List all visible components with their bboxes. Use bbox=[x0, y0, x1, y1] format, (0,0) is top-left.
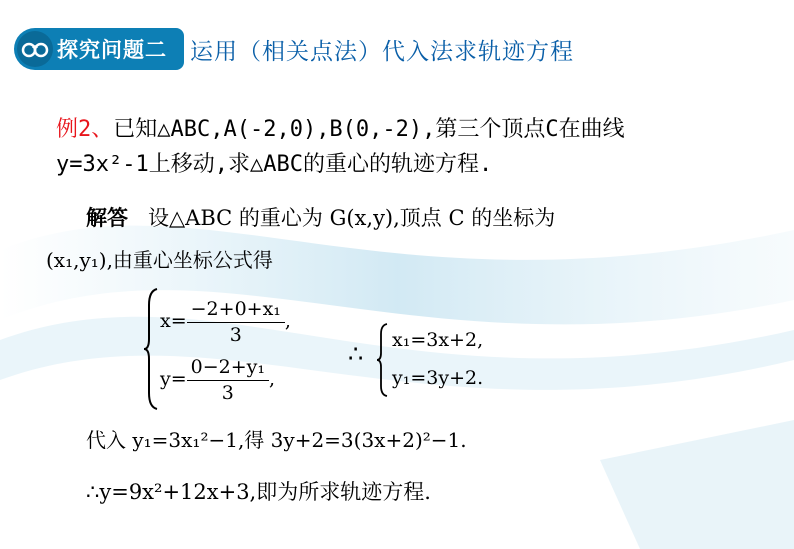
page-title: 运用（相关点法）代入法求轨迹方程 bbox=[190, 39, 574, 65]
solution-text-1: 设△ABC 的重心为 G(x,y),顶点 C 的坐标为 bbox=[148, 206, 556, 230]
fraction-y bbox=[187, 354, 269, 405]
solution-label: 解答 bbox=[86, 206, 128, 230]
solution-line-2: (x₁,y₁),由重心坐标公式得 bbox=[46, 248, 273, 272]
equation-y bbox=[160, 350, 291, 408]
result-y: y₁=3y+2. bbox=[392, 367, 484, 389]
fraction-x-numerator: −2+0+x₁ bbox=[187, 296, 285, 323]
example-label: 例2、 bbox=[56, 117, 114, 142]
glasses-icon bbox=[17, 31, 53, 67]
section-badge bbox=[14, 28, 184, 70]
eq-y-lhs: y= bbox=[160, 368, 187, 390]
substitution-line: 代入 y₁=3x₁²−1,得 3y+2=3(3x+2)²−1. bbox=[86, 428, 467, 452]
fraction-y-numerator: 0−2+y₁ bbox=[187, 354, 269, 381]
problem-statement bbox=[56, 112, 756, 182]
final-answer: ∴y=9x²+12x+3,即为所求轨迹方程. bbox=[86, 480, 431, 504]
eq-x-tail: , bbox=[284, 310, 291, 332]
solution-line-1 bbox=[86, 202, 555, 232]
fraction-x-denominator: 3 bbox=[229, 323, 242, 346]
eq-y-tail: , bbox=[269, 368, 276, 390]
fraction-y-denominator: 3 bbox=[221, 381, 234, 404]
badge-label: 探究问题二 bbox=[57, 38, 167, 62]
left-brace bbox=[143, 287, 159, 411]
equation-x bbox=[160, 292, 291, 350]
problem-line-2: y=3x²-1上移动,求△ABC的重心的轨迹方程. bbox=[56, 152, 493, 177]
eq-x-lhs: x= bbox=[160, 310, 187, 332]
centroid-system bbox=[160, 292, 291, 408]
result-x: x₁=3x+2, bbox=[392, 329, 484, 351]
therefore-symbol: ∴ bbox=[348, 340, 364, 368]
right-system-brace bbox=[376, 322, 388, 398]
fraction-x bbox=[187, 296, 285, 347]
solved-system bbox=[392, 321, 483, 397]
problem-line-1: 已知△ABC,A(-2,0),B(0,-2),第三个顶点C在曲线 bbox=[113, 117, 625, 142]
